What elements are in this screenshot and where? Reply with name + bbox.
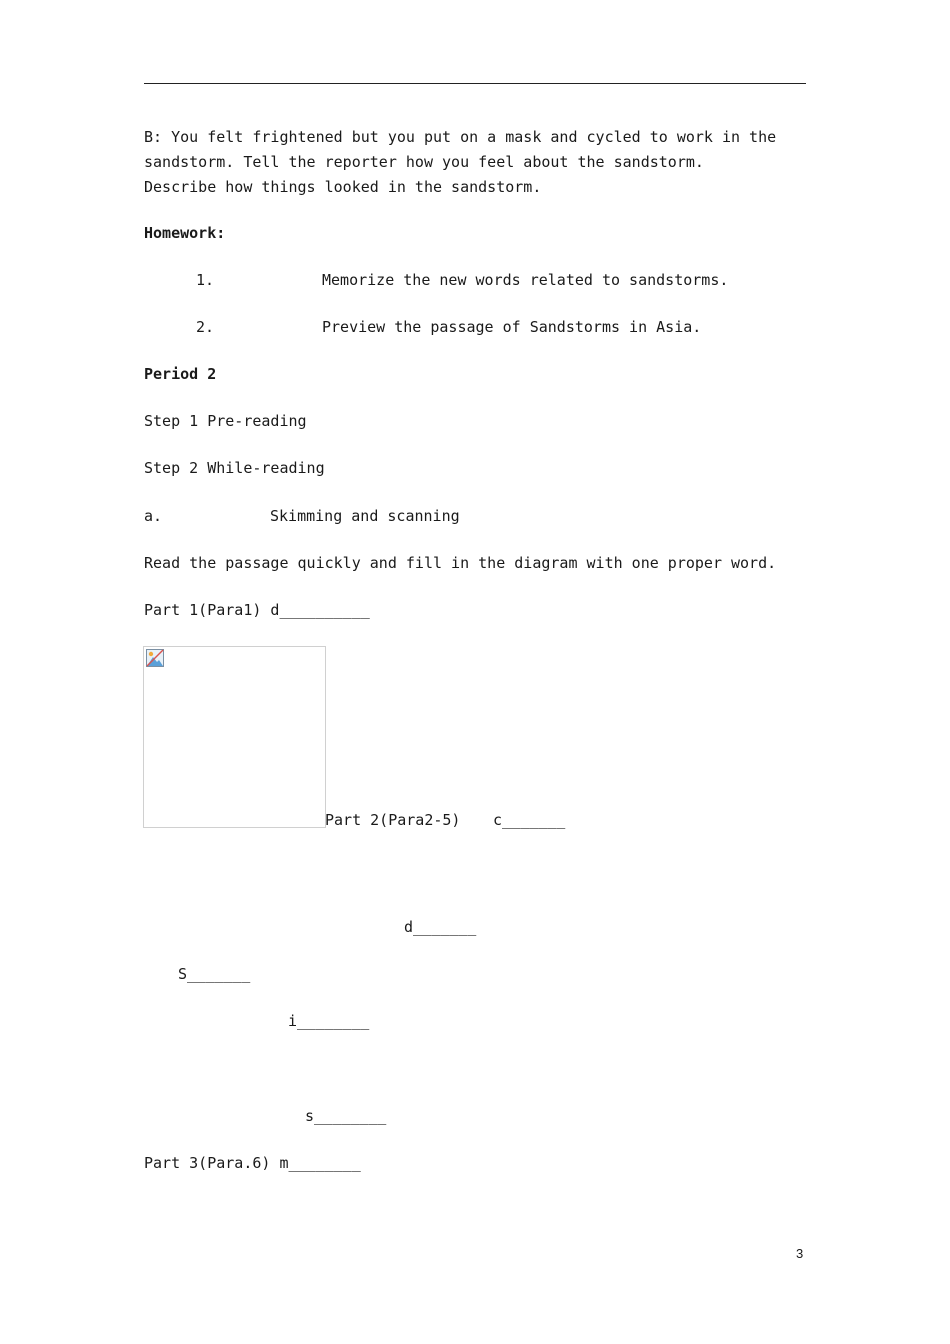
part-3-label: Part 3(Para.6) m________ [144, 1154, 361, 1172]
diagram-image-placeholder [143, 646, 326, 828]
part-2-label: Part 2(Para2-5) [325, 811, 461, 829]
blank-d: d_______ [404, 918, 477, 936]
homework-item-1-number: 1. [196, 271, 215, 289]
homework-item-1-text: Memorize the new words related to sandstorms. [322, 271, 729, 289]
blank-i: i________ [288, 1012, 370, 1030]
homework-item-2-text: Preview the passage of Sandstorms in Asia. [322, 318, 702, 336]
homework-item-2-number: 2. [196, 318, 215, 336]
blank-s-lower: s________ [305, 1107, 387, 1125]
homework-heading: Homework: [144, 224, 226, 242]
blank-s-upper: S_______ [178, 965, 251, 983]
role-b-paragraph: B: You felt frightened but you put on a mask and cycled to work in the sandstorm. Tell the reporter how you feel about the sandstorm. Describe how things looked in the sandstorm. [144, 128, 777, 196]
header-rule [144, 83, 806, 84]
step-1-heading: Step 1 Pre-reading [144, 412, 307, 430]
sub-a-label: a. [144, 507, 163, 525]
part-1-label: Part 1(Para1) d__________ [144, 601, 370, 619]
sub-a-text: Skimming and scanning [270, 507, 460, 525]
broken-image-icon [146, 649, 164, 667]
step-2-heading: Step 2 While-reading [144, 459, 325, 477]
blank-c: c_______ [493, 811, 566, 829]
instruction-text: Read the passage quickly and fill in the diagram with one proper word. [144, 554, 777, 572]
page-number: 3 [796, 1246, 804, 1261]
period-heading: Period 2 [144, 365, 217, 383]
